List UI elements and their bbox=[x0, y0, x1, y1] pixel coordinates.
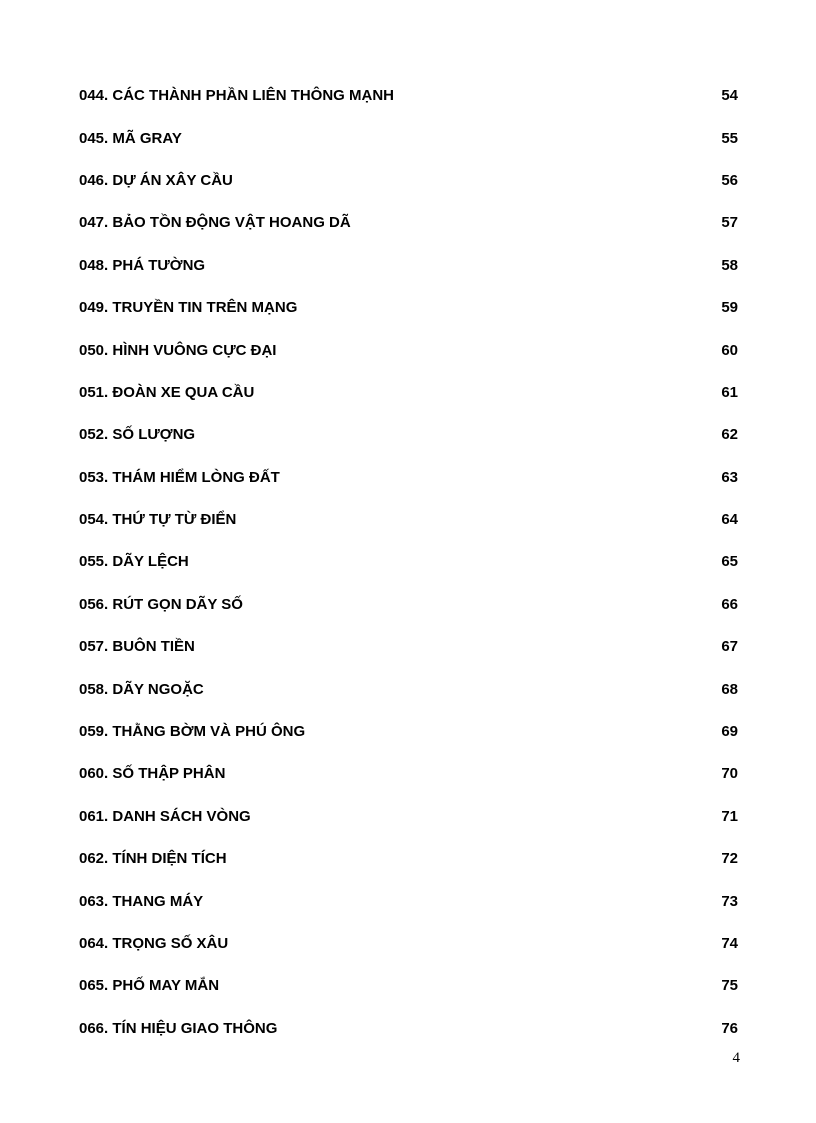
toc-entry-page: 57 bbox=[721, 214, 738, 232]
toc-entry[interactable] bbox=[79, 245, 738, 287]
toc-entry-title: 066. TÍN HIỆU GIAO THÔNG bbox=[79, 1019, 278, 1037]
toc-entry-title: 050. HÌNH VUÔNG CỰC ĐẠI bbox=[79, 341, 277, 359]
toc-entry-page: 66 bbox=[721, 595, 738, 613]
toc-entry-page: 68 bbox=[721, 680, 738, 698]
toc-entry[interactable] bbox=[79, 923, 738, 965]
toc-entry-title: 047. BẢO TỒN ĐỘNG VẬT HOANG DÃ bbox=[79, 214, 351, 232]
toc-entry-title: 044. CÁC THÀNH PHẦN LIÊN THÔNG MẠNH bbox=[79, 87, 395, 105]
toc-entry-title: 046. DỰ ÁN XÂY CẦU bbox=[79, 171, 233, 189]
toc-entry-title: 048. PHÁ TƯỜNG bbox=[79, 256, 206, 274]
table-of-contents bbox=[79, 75, 738, 1050]
toc-entry-title: 061. DANH SÁCH VÒNG bbox=[79, 807, 251, 825]
toc-entry[interactable] bbox=[79, 668, 738, 710]
toc-entry-page: 65 bbox=[721, 553, 738, 571]
toc-entry-title: 059. THẰNG BỜM VÀ PHÚ ÔNG bbox=[79, 723, 306, 741]
toc-entry[interactable] bbox=[79, 329, 738, 371]
toc-entry[interactable] bbox=[79, 117, 738, 159]
toc-entry[interactable] bbox=[79, 160, 738, 202]
toc-entry-page: 72 bbox=[721, 850, 738, 868]
toc-entry[interactable] bbox=[79, 372, 738, 414]
toc-entry-title: 058. DÃY NGOẶC bbox=[79, 680, 204, 698]
toc-entry[interactable] bbox=[79, 753, 738, 795]
toc-entry-page: 61 bbox=[721, 383, 738, 401]
toc-entry-page: 70 bbox=[721, 765, 738, 783]
toc-entry-title: 055. DÃY LỆCH bbox=[79, 553, 189, 571]
toc-entry-title: 049. TRUYỀN TIN TRÊN MẠNG bbox=[79, 299, 298, 317]
toc-entry-page: 55 bbox=[721, 129, 738, 147]
toc-entry-title: 062. TÍNH DIỆN TÍCH bbox=[79, 850, 227, 868]
toc-entry[interactable] bbox=[79, 541, 738, 583]
toc-entry-page: 62 bbox=[721, 426, 738, 444]
toc-entry-page: 74 bbox=[721, 935, 738, 952]
toc-entry-title: 063. THANG MÁY bbox=[79, 892, 204, 910]
toc-entry[interactable] bbox=[79, 457, 738, 499]
toc-entry[interactable] bbox=[79, 711, 738, 753]
toc-entry-page: 75 bbox=[721, 977, 738, 995]
toc-entry[interactable] bbox=[79, 75, 738, 117]
toc-entry-title: 060. SỐ THẬP PHÂN bbox=[79, 765, 226, 783]
page-number: 4 bbox=[732, 1050, 740, 1066]
toc-entry[interactable] bbox=[79, 965, 738, 1007]
toc-entry[interactable] bbox=[79, 499, 738, 541]
toc-entry-page: 56 bbox=[721, 171, 738, 189]
toc-entry-page: 58 bbox=[721, 256, 738, 274]
toc-entry-page: 59 bbox=[721, 299, 738, 317]
toc-entry-title: 065. PHỐ MAY MẮN bbox=[79, 977, 220, 995]
toc-entry-page: 76 bbox=[721, 1019, 738, 1037]
toc-entry-title: 051. ĐOÀN XE QUA CẦU bbox=[79, 383, 255, 401]
toc-entry[interactable] bbox=[79, 287, 738, 329]
toc-entry-title: 045. MÃ GRAY bbox=[79, 129, 182, 147]
toc-entry-page: 63 bbox=[721, 468, 738, 486]
toc-entry-title: 052. SỐ LƯỢNG bbox=[79, 426, 196, 444]
toc-entry[interactable] bbox=[79, 584, 738, 626]
toc-entry-title: 053. THÁM HIỂM LÒNG ĐẤT bbox=[79, 468, 280, 486]
toc-entry-page: 73 bbox=[721, 892, 738, 910]
toc-entry[interactable] bbox=[79, 1008, 738, 1050]
toc-entry[interactable] bbox=[79, 414, 738, 456]
toc-entry[interactable] bbox=[79, 880, 738, 922]
toc-entry-title: 056. RÚT GỌN DÃY SỐ bbox=[79, 595, 243, 613]
toc-entry[interactable] bbox=[79, 626, 738, 668]
toc-entry-title: 057. BUÔN TIỀN bbox=[79, 638, 195, 656]
toc-entry-page: 60 bbox=[721, 341, 738, 359]
toc-entry-page: 64 bbox=[721, 511, 738, 529]
toc-entry-title: 064. TRỌNG SỐ XÂU bbox=[79, 935, 229, 952]
toc-entry-page: 69 bbox=[721, 723, 738, 741]
toc-entry[interactable] bbox=[79, 202, 738, 244]
toc-entry-title: 054. THỨ TỰ TỪ ĐIỂN bbox=[79, 511, 237, 529]
toc-entry-page: 67 bbox=[721, 638, 738, 656]
toc-entry[interactable] bbox=[79, 838, 738, 880]
toc-entry-page: 54 bbox=[721, 87, 738, 105]
toc-entry[interactable] bbox=[79, 796, 738, 838]
toc-entry-page: 71 bbox=[721, 807, 738, 825]
